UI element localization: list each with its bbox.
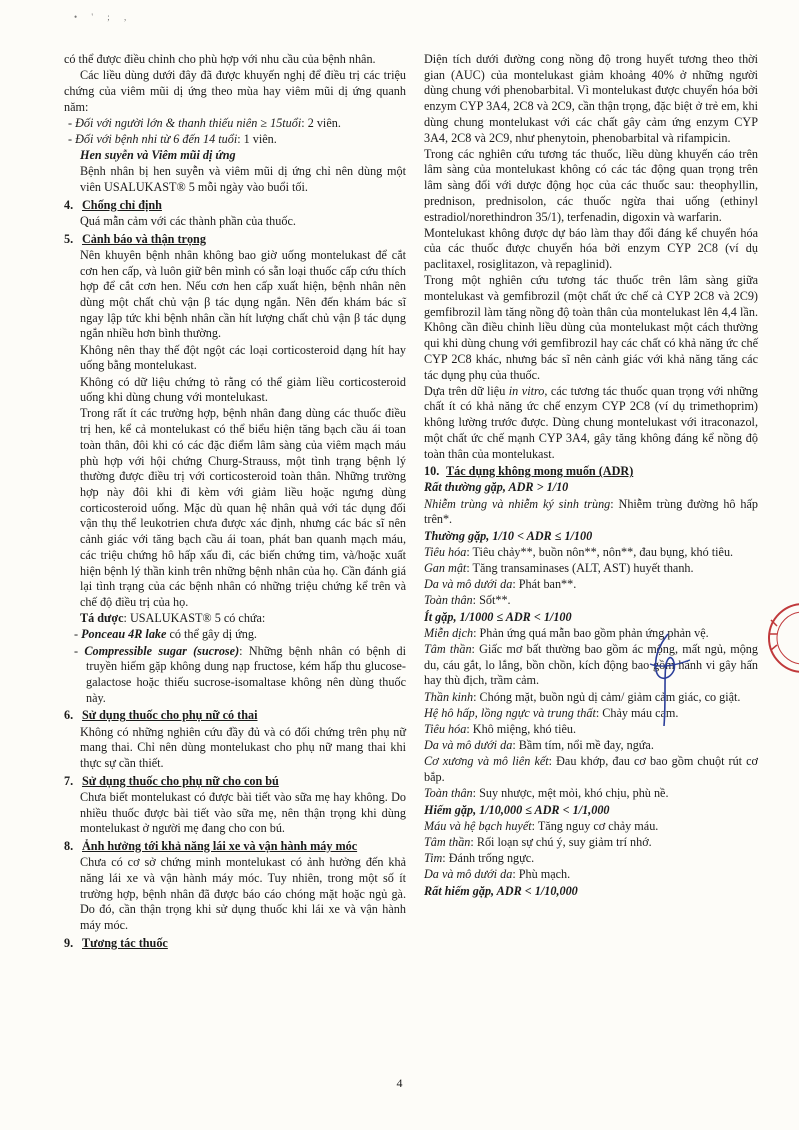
adr-item: Da và mô dưới da: Phù mạch.: [424, 867, 571, 882]
adr-item: Cơ xương và mô liên kết: Đau khớp, đau cơ bao gồm chuột rút cơ bắp.: [424, 754, 758, 785]
dose-bullet: - Đối với người lớn & thanh thiếu niên ≥ 15tuổi: 2 viên.: [68, 115, 341, 130]
page-number: 4: [396, 1076, 403, 1090]
section-heading: 4. Chống chỉ định: [64, 197, 162, 212]
pen-mark-icon: [630, 630, 700, 730]
adr-item: Tim: Đánh trống ngực.: [424, 851, 535, 866]
adr-item: Tiêu hóa: Khô miệng, khó tiêu.: [424, 722, 577, 737]
section-heading: 7. Sử dụng thuốc cho phụ nữ cho con bú: [64, 773, 279, 788]
adr-item: Hệ hô hấp, lồng ngực và trung thất: Chảy máu cam.: [424, 705, 679, 720]
adr-item: Toàn thân: Suy nhược, mệt mỏi, khó chịu, phù nề.: [424, 786, 669, 801]
frequency-heading: Rất hiếm gặp, ADR < 1/10,000: [424, 883, 578, 898]
adr-item: Gan mật: Tăng transaminases (ALT, AST) huyết thanh.: [424, 561, 694, 575]
section-heading: 6. Sử dụng thuốc cho phụ nữ có thai: [64, 708, 258, 723]
paragraph: Nên khuyên bệnh nhân không bao giờ uống montelukast để cắt cơn hen cấp, và luôn giữ bên mình có sẵn loại thuốc cấp cứu thích hợp để cắt cơn hen. Nếu cơn hen cấp xuất hiện, bệnh nhân nên dùng một chất chủ vận β tác dụng ngắn. Nên đến khám bác sĩ ngay lập tức khi bệnh nhân cần hít lượng chất chủ vận β tác dụng ngắn nhiều hơn bình thường.: [80, 247, 406, 341]
adr-item: Tâm thần: Rối loạn sự chú ý, suy giảm trí nhớ.: [424, 834, 652, 849]
paragraph: Không nên thay thế đột ngột các loại corticosteroid dạng hít hay uống bằng montelukast.: [80, 342, 406, 373]
adr-item: Nhiễm trùng và nhiễm ký sinh trùng: Nhiễm trùng đường hô hấp trên*.: [424, 496, 758, 527]
paragraph: Không có những nghiên cứu đầy đủ và có đối chứng trên phụ nữ mang thai. Chỉ nên dùng montelukast cho phụ nữ mang thai khi thực sự cần thiết.: [80, 724, 406, 770]
adr-item: Thần kinh: Chóng mặt, buồn ngủ dị cảm/ giảm cảm giác, co giật.: [424, 689, 741, 704]
section-heading: 5. Cảnh báo và thận trọng: [64, 231, 206, 246]
frequency-heading: Rất thường gặp, ADR > 1/10: [424, 480, 569, 495]
frequency-heading: Ít gặp, 1/1000 ≤ ADR < 1/100: [424, 609, 572, 624]
paragraph: Các liều dùng dưới đây đã được khuyến nghị để điều trị các triệu chứng của viêm mũi dị ứng theo mùa hay viêm mũi dị ứng quanh năm:: [64, 68, 406, 114]
paragraph: Trong rất ít các trường hợp, bệnh nhân đang dùng các thuốc điều trị hen, kể cả montelukast có thể biểu hiện tăng bạch cầu ái toan toàn thân, đôi khi có các đặc điểm lâm sàng của viêm mạch máu phù hợp với hội chứng Churg-Strauss, một tình trạng bệnh lý thường được điều trị với corticosteroid toàn thân. Những trường hợp này đôi khi đi kèm với giảm liều hoặc ngưng dùng corticosteroid uống. Mặc dù quan hệ nhân quả với tác dụng đối vận thụ thể leukotrien chưa được xác định, nhưng các bác sĩ nên cảnh giác với tăng bạch cầu ái toan, phát ban quanh mạch máu, các triệu chứng hô hấp xấu đi, các biến chứng tim, và/hoặc xuất hiện bệnh lý thần kinh trên những bệnh nhân của họ. Cần đánh giá lại tình trạng của các bệnh nhân có những triệu chứng kể trên và chế độ điều trị của họ.: [80, 406, 406, 609]
paragraph: Chưa có cơ sở chứng minh montelukast có ảnh hưởng đến khả năng lái xe và vận hành máy móc. Tuy nhiên, trong một số ít trường hợp, bệnh nhân đã được báo cáo chóng mặt hoặc ngủ gà. Do đó, cần thận trọng khi sử dụng thuốc khi lái xe và vận hành máy móc.: [80, 855, 406, 932]
paragraph: Bệnh nhân bị hen suyễn và viêm mũi dị ứng chỉ nên dùng một viên USALUKAST® 5 mỗi ngày vào buổi tối.: [80, 164, 406, 195]
paragraph: Montelukast không được dự báo làm thay đổi đáng kể chuyển hóa của các thuốc được chuyển hóa bởi enzym CYP 2C8 (ví dụ paclitaxel, rosiglitazon, và repaglinid).: [424, 225, 758, 272]
paragraph: Trong một nghiên cứu tương tác thuốc trên lâm sàng giữa montelukast và gemfibrozil (một chất ức chế cả CYP 2C8 và 2C9) gemfibrozil làm tăng nồng độ toàn thân của montelukast lên 4,4 lần. Không cần điều chỉnh liều dùng của montelukast một cách thường qui khi dùng chung với gemfibrozil hay các chất có khả năng ức chế CYP 2C8 khác, nhưng bác sĩ nên cảnh giác với khả năng tăng các tác dụng phụ của thuốc.: [424, 273, 758, 382]
paragraph: Chưa biết montelukast có được bài tiết vào sữa mẹ hay không. Do nhiều thuốc được bài tiết vào sữa mẹ, nên thận trọng khi dùng montelukast ở người mẹ đang cho con bú.: [80, 789, 406, 836]
subheading: Hen suyễn và Viêm mũi dị ứng: [80, 148, 236, 163]
excipient-item: - Ponceau 4R lake có thể gây dị ứng.: [74, 627, 257, 642]
adr-item: Tâm thần: Giấc mơ bất thường bao gồm ác mộng, mất ngủ, mộng du, cáu gắt, lo lắng, bồn chồn, kích động bao gồm hành vi gây hấn hay thù địch, trầm cảm.: [424, 642, 758, 688]
scan-marks: • ' ; ,: [74, 12, 133, 22]
adr-item: Da và mô dưới da: Bầm tím, nổi mề đay, ngứa.: [424, 738, 654, 753]
adr-item: Máu và hệ bạch huyết: Tăng nguy cơ chảy máu.: [424, 818, 659, 833]
adr-item: Toàn thân: Sốt**.: [424, 593, 511, 608]
paragraph: Không có dữ liệu chứng tỏ rằng có thể giảm liều corticosteroid uống khi dùng chung với montelukast.: [80, 374, 406, 405]
adr-item: Tiêu hóa: Tiêu chảy**, buồn nôn**, nôn**, đau bụng, khó tiêu.: [424, 544, 734, 559]
excipient-item: - Compressible sugar (sucrose): Những bệnh nhân có bệnh di truyền hiếm gặp không dung nạp fructose, kém hấp thu glucose-galactose hoặc thiếu sucrose-isomaltase không nên dùng thuốc này.: [74, 643, 406, 705]
frequency-heading: Hiếm gặp, 1/10,000 ≤ ADR < 1/1,000: [424, 802, 610, 817]
section-heading: 10. Tác dụng không mong muốn (ADR): [424, 464, 634, 479]
paragraph: Diện tích dưới đường cong nồng độ trong huyết tương theo thời gian (AUC) của montelukast giảm khoảng 40% ở những người dùng chung với phenobarbital. Vì montelukast được chuyển hóa bởi enzym CYP 3A4, 2C8 và 2C9, cần thận trọng, đặc biệt ở trẻ em, khi dùng chung montelukast với các chất gây cảm ứng enzym CYP 3A4, 2C8 và 2C9, như phenytoin, phenobarbital và rifampicin.: [424, 52, 758, 145]
left-column: [64, 52, 406, 952]
paragraph: Quá mẫn cảm với các thành phần của thuốc.: [80, 214, 296, 229]
paragraph: Trong các nghiên cứu tương tác thuốc, liều dùng khuyến cáo trên lâm sàng của montelukast không có các tác động quan trọng trên lâm sàng đối với dược động học của các thuốc sau: theophyllin, prednison, prednisolon, các thuốc ngừa thai uống (ethinyl estradiol/norethindron 35/1), terfenadin, digoxin và warfarin.: [424, 146, 758, 224]
stamp-icon: [757, 598, 799, 678]
paragraph: Dựa trên dữ liệu in vitro, các tương tác thuốc quan trọng với những chất ít có khả năng ức chế enzym CYP 2C8 (ví dụ trimethoprim) không lường trước được. Dùng chung montelukast với itraconazol, một chất ức chế mạnh CYP 3A4, gây tăng không đáng kể nồng độ toàn thân của montelukast.: [424, 383, 758, 461]
paragraph: Tá dược: USALUKAST® 5 có chứa:: [80, 611, 266, 626]
section-heading: 9. Tương tác thuốc: [64, 935, 168, 950]
adr-item: Miễn dịch: Phản ứng quá mẫn bao gồm phản ứng phản vệ.: [424, 625, 709, 640]
right-column: [424, 52, 758, 900]
frequency-heading: Thường gặp, 1/10 < ADR ≤ 1/100: [424, 528, 593, 543]
paragraph: có thể được điều chỉnh cho phù hợp với nhu cầu của bệnh nhân.: [64, 52, 376, 66]
section-heading: 8. Ảnh hưởng tới khả năng lái xe và vận hành máy móc: [64, 838, 358, 853]
dose-bullet: - Đối với bệnh nhi từ 6 đến 14 tuổi: 1 viên.: [68, 132, 277, 147]
adr-item: Da và mô dưới da: Phát ban**.: [424, 577, 577, 592]
